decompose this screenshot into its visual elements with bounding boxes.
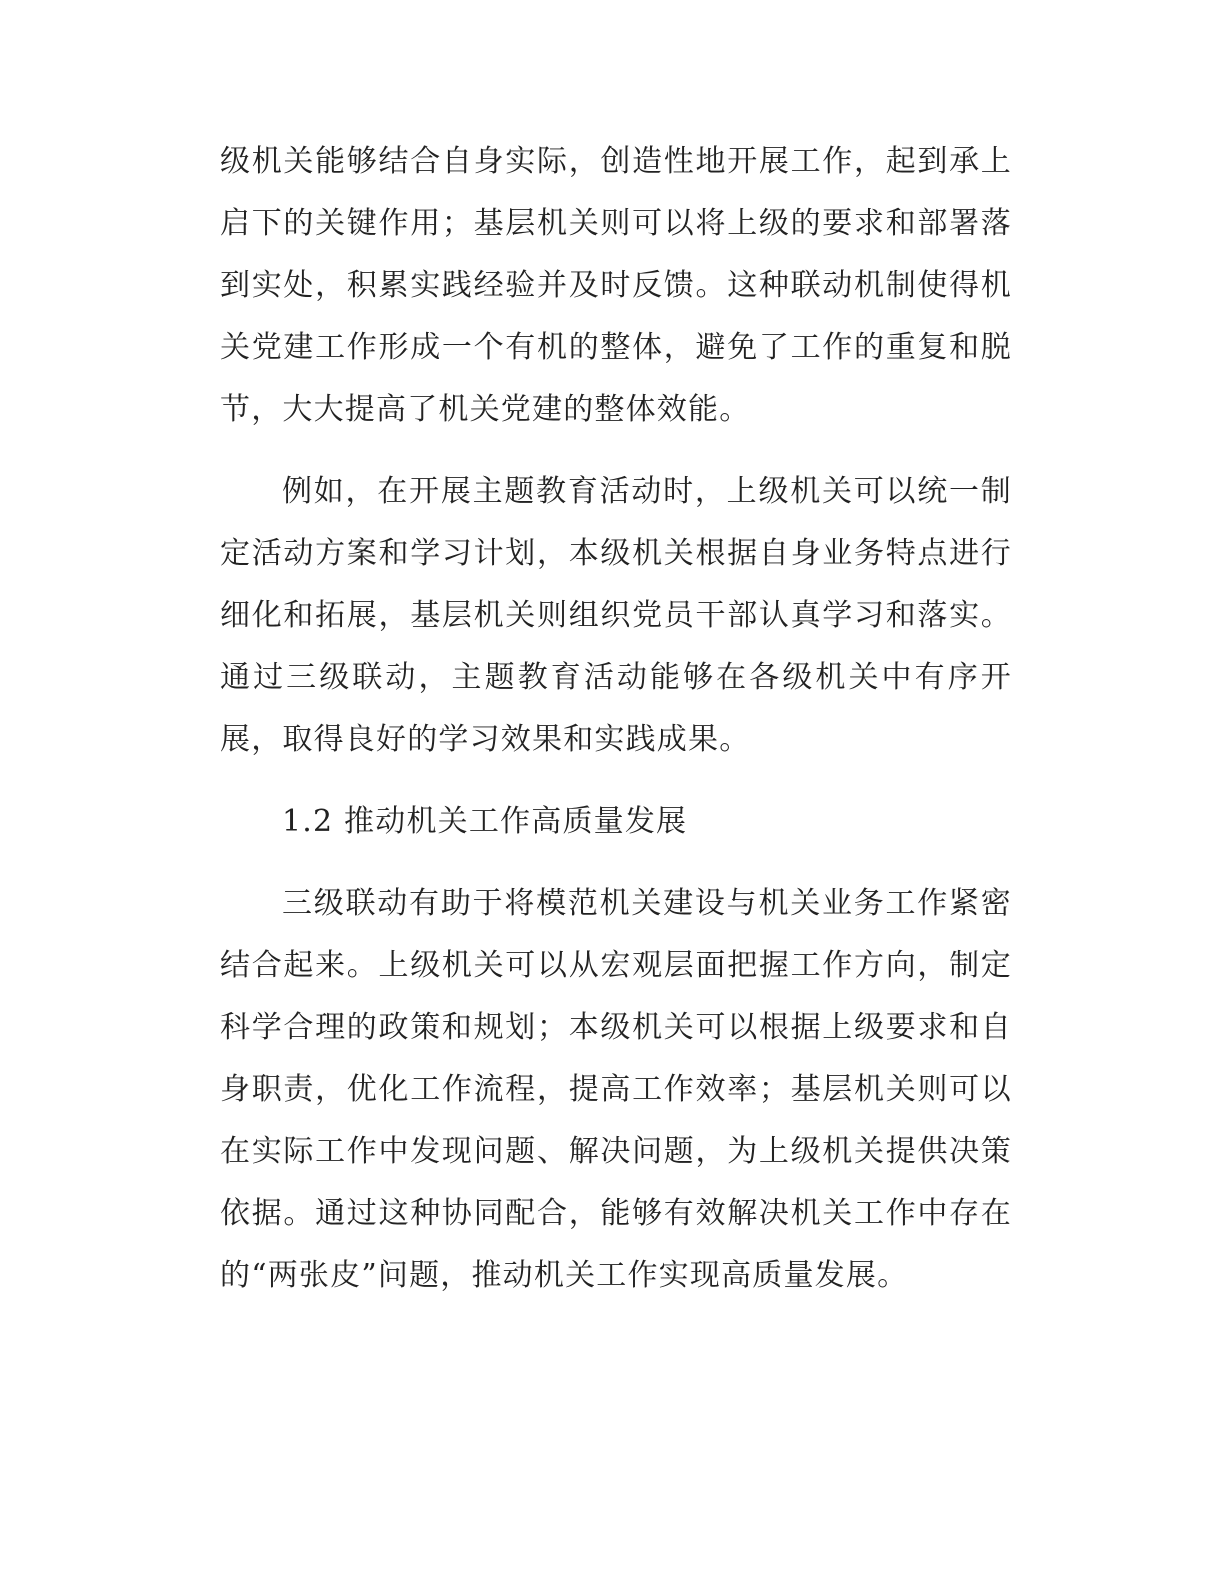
paragraph-section-body: 三级联动有助于将模范机关建设与机关业务工作紧密结合起来。上级机关可以从宏观层面把握工作方向，制定科学合理的政策和规划；本级机关可以根据上级要求和自身职责，优化工作流程，提高工作效率；基层机关则可以在实际工作中发现问题、解决问题，为上级机关提供决策依据。通过这种协同配合，能够有效解决机关工作中存在的“两张皮”问题，推动机关工作实现高质量发展。 bbox=[220, 886, 1012, 1293]
paragraph-continuation: 级机关能够结合自身实际，创造性地开展工作，起到承上启下的关键作用；基层机关则可以将上级的要求和部署落到实处，积累实践经验并及时反馈。这种联动机制使得机关党建工作形成一个有机的整体，避免了工作的重复和脱节，大大提高了机关党建的整体效能。 bbox=[220, 144, 1012, 427]
section-heading: 1.2 推动机关工作高质量发展 bbox=[282, 804, 688, 839]
document-body bbox=[220, 131, 1012, 1327]
paragraph-example: 例如，在开展主题教育活动时，上级机关可以统一制定活动方案和学习计划，本级机关根据自身业务特点进行细化和拓展，基层机关则组织党员干部认真学习和落实。通过三级联动，主题教育活动能够在各级机关中有序开展，取得良好的学习效果和实践成果。 bbox=[220, 474, 1012, 757]
